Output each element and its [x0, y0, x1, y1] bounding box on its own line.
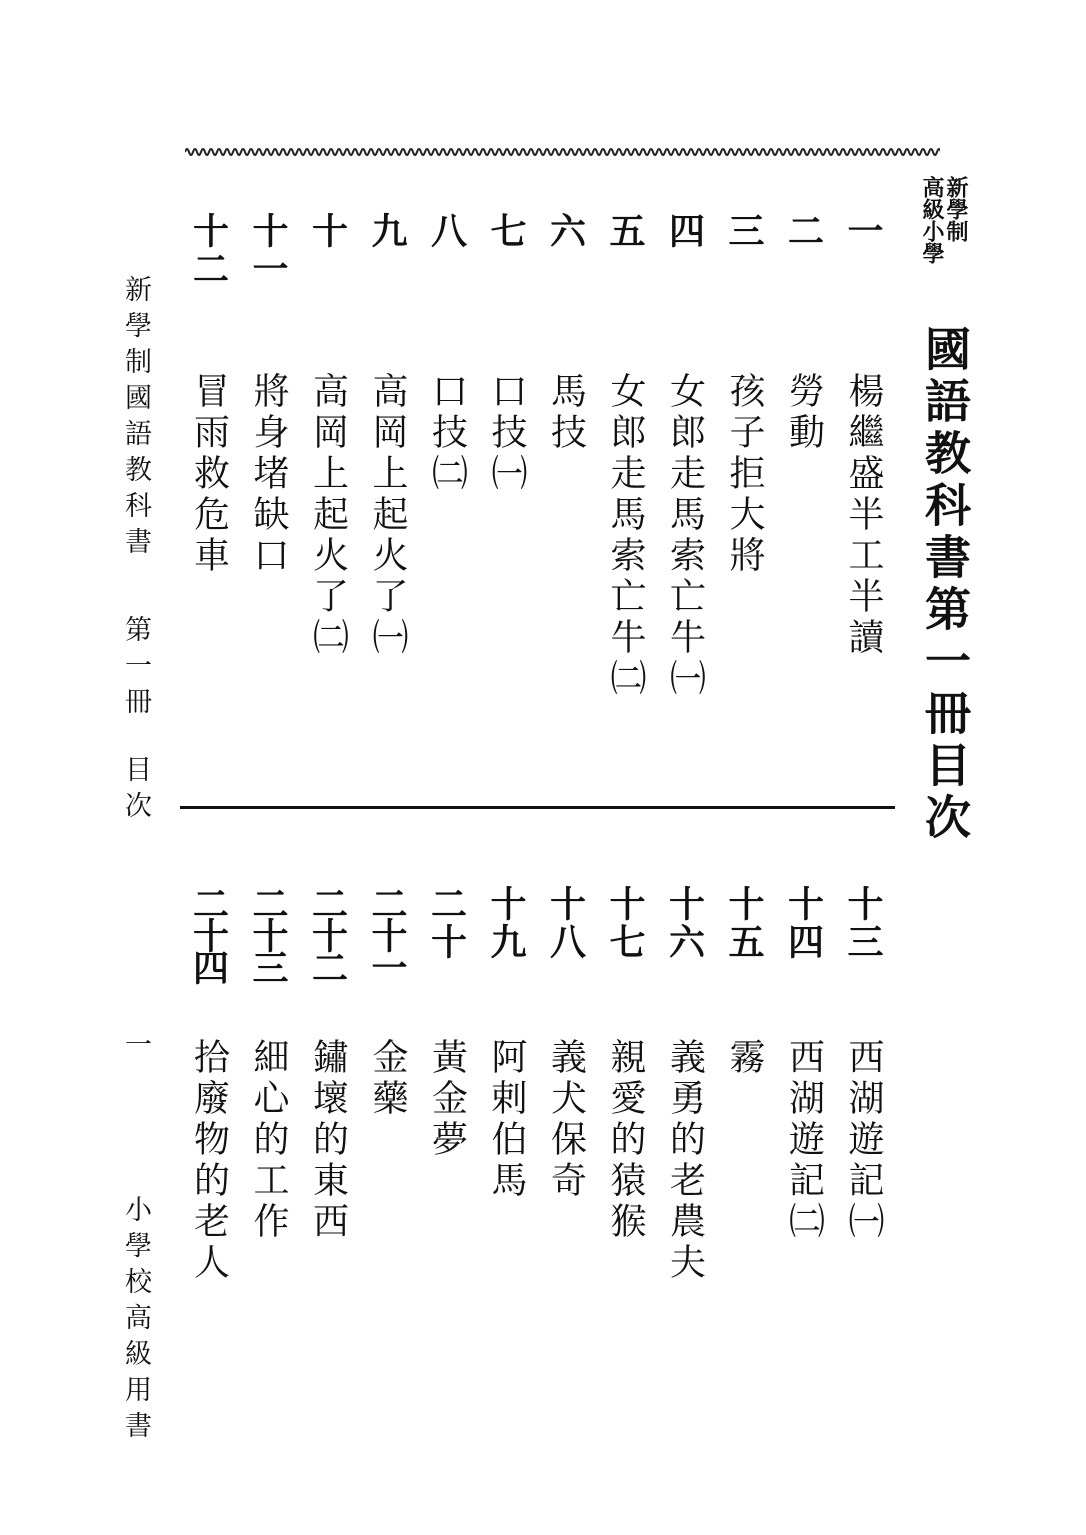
- lesson-number: 二十一: [366, 885, 408, 981]
- lesson-number: 二十: [425, 885, 468, 961]
- lesson-title[interactable]: 黃金夢: [426, 1038, 468, 1161]
- lesson-title[interactable]: 阿剌伯馬: [486, 1038, 527, 1202]
- lesson-number: 九: [366, 212, 408, 250]
- lesson-title[interactable]: 口技㈠: [486, 372, 527, 495]
- lesson-number: 二: [782, 212, 825, 250]
- lesson-number: 十六: [663, 885, 706, 961]
- lesson-number: 十七: [604, 885, 646, 961]
- margin-volume: 第一冊: [120, 615, 151, 723]
- margin-page-number: 一: [120, 1030, 151, 1066]
- lesson-number: 二十四: [187, 885, 230, 981]
- lesson-title[interactable]: 金藥: [367, 1038, 408, 1120]
- lesson-number: 十一: [247, 212, 289, 288]
- margin-book-title: 新學制國語教科書: [120, 275, 151, 563]
- lesson-number: 一: [842, 212, 884, 250]
- lesson-title[interactable]: 女郎走馬索亡牛㈠: [664, 372, 706, 700]
- lesson-title[interactable]: 勞動: [783, 372, 825, 454]
- lesson-number: 二十三: [247, 885, 289, 981]
- lesson-number: 八: [425, 212, 468, 250]
- lesson-title[interactable]: 楊繼盛半工半讀: [843, 372, 884, 659]
- lesson-title[interactable]: 義勇的老農夫: [664, 1038, 706, 1284]
- series-level: 高級小學: [919, 176, 945, 264]
- lesson-title[interactable]: 口技㈡: [426, 372, 468, 495]
- lesson-title[interactable]: 女郎走馬索亡牛㈡: [605, 372, 646, 700]
- lesson-title[interactable]: 孩子拒大將: [724, 372, 765, 577]
- lesson-number: 十八: [544, 885, 587, 961]
- lesson-number: 十四: [782, 885, 825, 961]
- lesson-number: 四: [663, 212, 706, 250]
- lesson-number: 二十二: [306, 885, 349, 981]
- lesson-title[interactable]: 親愛的猿猴: [605, 1038, 646, 1243]
- section-divider: [180, 806, 895, 809]
- lesson-title[interactable]: 拾廢物的老人: [188, 1038, 230, 1284]
- lesson-title[interactable]: 冒雨救危車: [188, 372, 230, 577]
- lesson-title[interactable]: 霧: [724, 1038, 765, 1079]
- wavy-border-line: [185, 146, 940, 158]
- lesson-number: 六: [544, 212, 587, 250]
- lesson-title[interactable]: 西湖遊記㈡: [783, 1038, 825, 1243]
- lesson-title[interactable]: 高岡上起火了㈠: [367, 372, 408, 659]
- margin-section: 目次: [120, 755, 151, 827]
- lesson-number: 十: [306, 212, 349, 250]
- page-title: 國語教科書第一冊目次: [918, 325, 972, 845]
- series-name: 新學制: [943, 176, 969, 242]
- lesson-title[interactable]: 細心的工作: [248, 1038, 289, 1243]
- lesson-number: 十三: [842, 885, 884, 961]
- lesson-number: 七: [485, 212, 527, 250]
- margin-usage: 小學校高級用書: [120, 1195, 151, 1447]
- lesson-title[interactable]: 高岡上起火了㈡: [307, 372, 349, 659]
- lesson-title[interactable]: 西湖遊記㈠: [843, 1038, 884, 1243]
- lesson-title[interactable]: 馬技: [545, 372, 587, 454]
- lesson-title[interactable]: 義犬保奇: [545, 1038, 587, 1202]
- lesson-title[interactable]: 鏽壞的東西: [307, 1038, 349, 1243]
- lesson-title[interactable]: 將身堵缺口: [248, 372, 289, 577]
- lesson-number: 十二: [187, 212, 230, 288]
- lesson-number: 十五: [723, 885, 765, 961]
- lesson-number: 三: [723, 212, 765, 250]
- lesson-number: 十九: [485, 885, 527, 961]
- lesson-number: 五: [604, 212, 646, 250]
